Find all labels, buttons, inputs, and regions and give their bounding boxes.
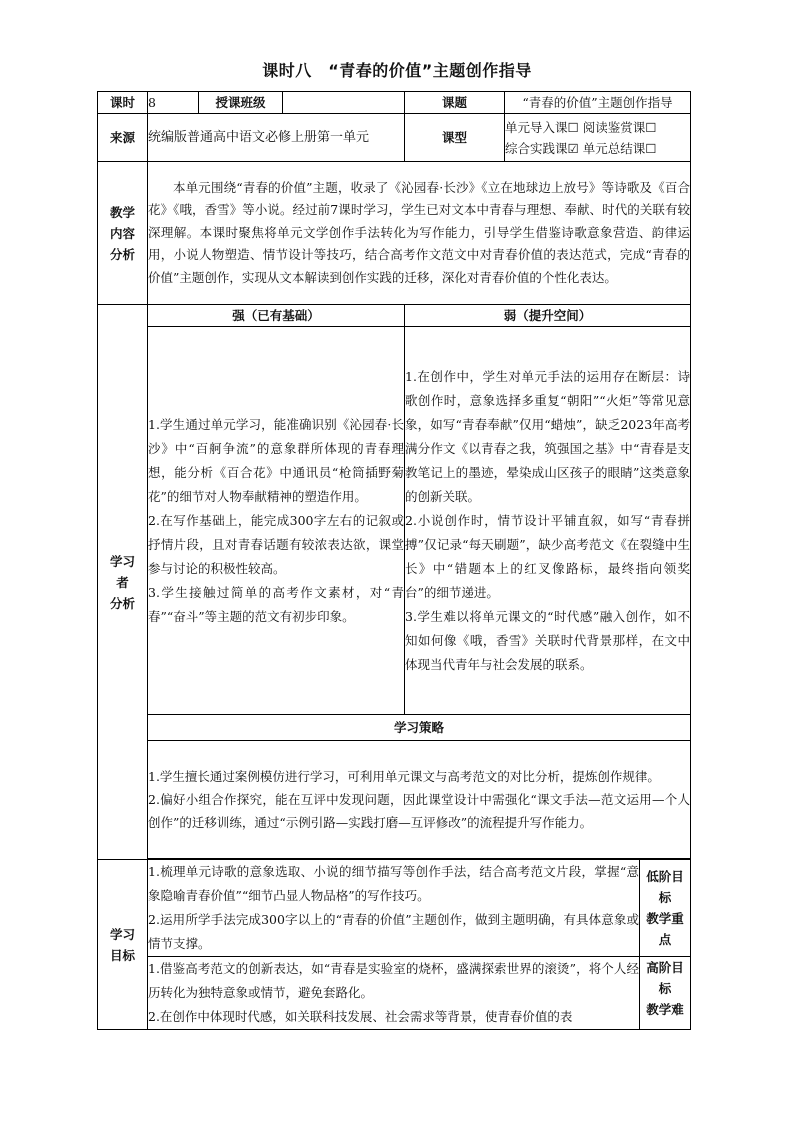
learner-detail-row	[98, 327, 691, 715]
strong-items	[148, 327, 405, 715]
page-title: 课时八 “青春的价值”主题创作指导	[262, 61, 532, 80]
source-label: 来源	[98, 114, 148, 162]
type-line-2: 综合实践课☑ 单元总结课☐	[505, 140, 657, 156]
lesson-plan-table	[97, 91, 691, 1030]
content-analysis-text: 本单元围绕“青春的价值”主题，收录了《沁园春·长沙》《立在地球边上放号》等诗歌及《百合花》《哦，香雪》等小说。经过前7课时学习，学生已对文本中青春与理想、奉献、时代的关联有较深理解。本课时聚焦将单元文学创作手法转化为写作能力，引导学生借鉴诗歌意象营造、韵律运用，小说人物塑造、情节设计等技巧，结合高考作文范文中对青春价值的表达范式，完成“青春的价值”主题创作，实现从文本解读到创作实践的迁移，深化对青春价值的个性化表达。	[148, 162, 691, 305]
high-goal-items	[148, 957, 640, 1030]
strategy-row	[98, 741, 691, 859]
weak-header: 弱（提升空间）	[405, 305, 691, 327]
content-analysis-label: 教学 内容 分析	[98, 162, 148, 305]
header-row	[98, 92, 691, 114]
type-options	[505, 114, 691, 162]
content-analysis-row	[98, 162, 691, 305]
lesson-value: 8	[148, 92, 199, 114]
high-goal-tag: 高阶目 标 教学难	[640, 957, 691, 1030]
list-item: 1.在创作中，学生对单元手法的运用存在断层：诗歌创作时，意象选择多重复“朝阳”“火炬”等常见意象，如写“青春奉献”仅用“蜡烛”，缺乏2023年高考满分作文《以青春之我，筑强国之基》中“青春是支教笔记上的墨迹，晕染成山区孩子的眼睛”这类意象的创新关联。	[405, 368, 691, 504]
topic-label: 课题	[405, 92, 505, 114]
goals-low-row	[98, 860, 691, 957]
strong-header: 强（已有基础）	[148, 305, 405, 327]
list-item: 2.小说创作时，情节设计平铺直叙，如写“青春拼搏”仅记录“每天刷题”，缺少高考范文《在裂缝中生长》中“错题本上的红叉像路标，最终指向领奖台”的细节递进。	[405, 512, 691, 600]
lesson-label: 课时	[98, 92, 148, 114]
goals-high-row	[98, 957, 691, 1030]
list-item: 2.运用所学手法完成300字以上的“青春的价值”主题创作，做到主题明确，有具体意象或情节支撑。	[148, 912, 640, 951]
strategy-header: 学习策略	[148, 715, 691, 741]
strategy-items	[148, 741, 691, 859]
class-value	[283, 92, 405, 114]
learner-subheader-row	[98, 305, 691, 327]
low-goal-tag: 低阶目 标 教学重 点	[640, 860, 691, 957]
topic-value: “青春的价值”主题创作指导	[505, 92, 691, 114]
type-line-1: 单元导入课☐ 阅读鉴赏课☐	[505, 119, 657, 135]
type-label: 课型	[405, 114, 505, 162]
list-item: 3.学生难以将单元课文的“时代感”融入创作，如不知如何像《哦，香雪》关联时代背景那样，在文中体现当代青年与社会发展的联系。	[405, 608, 691, 672]
strategy-header-row	[98, 715, 691, 741]
learner-analysis-label: 学习 者 分析	[98, 305, 148, 860]
source-row	[98, 114, 691, 162]
list-item: 3.学生接触过简单的高考作文素材，对“青春”“奋斗”等主题的范文有初步印象。	[148, 584, 404, 624]
list-item: 1.学生通过单元学习，能准确识别《沁园春·长沙》中“百舸争流”的意象群所体现的青春理想，能分析《百合花》中通讯员“枪筒插野菊花”的细节对人物奉献精神的塑造作用。	[148, 416, 404, 504]
list-item: 1.学生擅长通过案例模仿进行学习，可利用单元课文与高考范文的对比分析，提炼创作规律。	[148, 769, 660, 784]
list-item: 2.在写作基础上，能完成300字左右的记叙或抒情片段，且对青春话题有较浓表达欲，课堂参与讨论的积极性较高。	[148, 512, 404, 576]
source-value: 统编版普通高中语文必修上册第一单元	[148, 114, 405, 162]
list-item: 1.梳理单元诗歌的意象选取、小说的细节描写等创作手法，结合高考范文片段，掌握“意象隐喻青春价值”“细节凸显人物品格”的写作技巧。	[148, 864, 640, 903]
class-label: 授课班级	[199, 92, 283, 114]
weak-items	[405, 327, 691, 715]
learning-goals-label: 学习 目标	[98, 860, 148, 1030]
list-item: 2.偏好小组合作探究，能在互评中发现问题，因此课堂设计中需强化“课文手法—范文运用—个人创作”的迁移训练，通过“示例引路—实践打磨—互评修改”的流程提升写作能力。	[148, 792, 691, 830]
list-item: 1.借鉴高考范文的创新表达，如“青春是实验室的烧杯，盛满探索世界的滚烫”，将个人经历转化为独特意象或情节，避免套路化。	[148, 961, 640, 1000]
list-item: 2.在创作中体现时代感，如关联科技发展、社会需求等背景，使青春价值的表	[148, 1009, 573, 1024]
low-goal-items	[148, 860, 640, 957]
